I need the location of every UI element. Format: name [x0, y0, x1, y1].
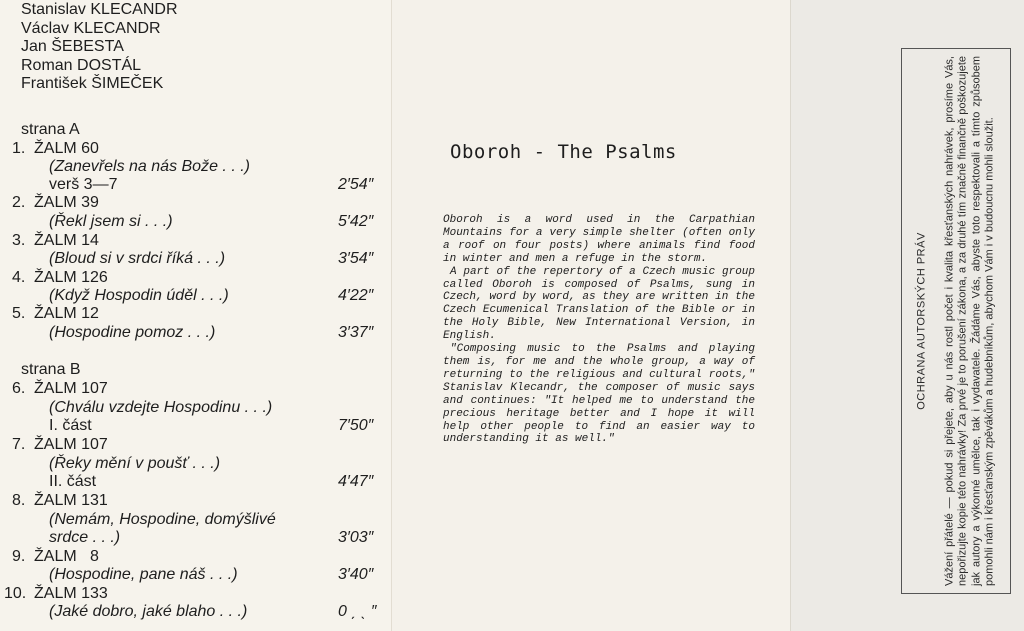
- track-extra-row: [0, 472, 374, 491]
- track-row: [0, 379, 370, 398]
- description-paragraph: "Composing music to the Psalms and playing them is, for me and the whole group, a way of returning to the religious and cultural roots," Stanislav Klecandr, the composer of music says and continues: "It helped me to understand the precious heritage better and I hope it will help other people to find an easier way to understanding it as well.": [443, 343, 755, 446]
- copyright-body: Vážení přátelé — pokud si přejete, aby u nás rostl počet i kvalita křesťanských nahrávek, prosíme Vás, nepořizujte kopie této nahrávky! Za prvé je to porušení zákona, a za druhé tím značně finančně poškozujete jak autory a výkonné umělce, tak i vydavatele. Žádáme Vás, abyste toto respektovali a tímto způsobem pomohli nám i křesťanským zpěvákům a hudebníkům, abychom Vám i v budoucnu mohli sloužit.: [943, 56, 996, 586]
- track-number: 7.: [12, 436, 26, 453]
- track-subtitle: (Nemám, Hospodine, domýšlivé: [49, 511, 276, 528]
- credit-name: František ŠIMEČEK: [21, 75, 164, 92]
- copyright-box: [901, 48, 1011, 594]
- track-row: [0, 435, 370, 454]
- track-title: ŽALM 131: [34, 492, 108, 509]
- side-a-label: strana A: [21, 121, 80, 138]
- track-subtitle-row: [0, 286, 374, 305]
- track-time: 5′42″: [338, 213, 374, 230]
- track-subtitle-row: [0, 323, 374, 342]
- track-subtitle-row: [0, 528, 374, 547]
- track-number: 5.: [12, 305, 26, 322]
- credit-name: Jan ŠEBESTA: [21, 38, 124, 55]
- track-number: 4.: [12, 269, 26, 286]
- track-subtitle: (Hospodine pomoz . . .): [49, 324, 216, 341]
- description-panel: [392, 0, 790, 631]
- track-row: [0, 491, 370, 510]
- track-subtitle-row: [0, 157, 370, 176]
- track-number: 1.: [12, 140, 26, 157]
- track-subtitle: (Řeky mění v poušť . . .): [49, 455, 221, 472]
- album-title: Oboroh - The Psalms: [450, 141, 677, 163]
- track-number: 10.: [4, 585, 27, 602]
- credits-list: [21, 1, 178, 94]
- track-row: [0, 139, 370, 158]
- track-title: ŽALM 133: [34, 585, 108, 602]
- track-time: 4′47″: [338, 473, 374, 490]
- track-row: [0, 193, 370, 212]
- track-time: 0 ˏ ˎ ″: [338, 603, 377, 620]
- track-row: [0, 304, 370, 323]
- album-description: [443, 214, 755, 446]
- track-title: ŽALM 8: [34, 548, 99, 565]
- track-time: 3′37″: [338, 324, 374, 341]
- track-subtitle-row: [0, 249, 374, 268]
- track-title: ŽALM 107: [34, 436, 108, 453]
- copyright-rotated-text: [915, 56, 996, 586]
- side-b-label: strana B: [21, 361, 81, 378]
- track-subtitle-row: [0, 398, 370, 417]
- track-subtitle: (Hospodine, pane náš . . .): [49, 566, 238, 583]
- track-title: ŽALM 107: [34, 380, 108, 397]
- track-time: 7′50″: [338, 417, 374, 434]
- credit-name: Stanislav KLECANDR: [21, 1, 178, 18]
- track-extra-row: [0, 175, 374, 194]
- track-subtitle-row: [0, 565, 374, 584]
- track-extra: I. část: [49, 417, 92, 434]
- track-title: ŽALM 60: [34, 140, 99, 157]
- track-subtitle: (Řekl jsem si . . .): [49, 213, 173, 230]
- track-extra-row: [0, 416, 374, 435]
- track-title: ŽALM 14: [34, 232, 99, 249]
- track-subtitle: (Bloud si v srdci říká . . .): [49, 250, 226, 267]
- track-title: ŽALM 12: [34, 305, 99, 322]
- track-row: [0, 547, 370, 566]
- track-time: 3′54″: [338, 250, 374, 267]
- credit-name: Václav KLECANDR: [21, 19, 161, 37]
- track-subtitle-row: [0, 510, 370, 529]
- track-time: 2′54″: [338, 176, 374, 193]
- track-time: 3′40″: [338, 566, 374, 583]
- track-number: 9.: [12, 548, 26, 565]
- description-paragraph: A part of the repertory of a Czech music group called Oboroh is composed of Psalms, sung in Czech, word by word, as they are written in the Czech Ecumenical Translation of the Bible or in the Holy Bible, New International Version, in English.: [443, 265, 755, 343]
- track-row: [0, 268, 370, 287]
- track-number: 2.: [12, 194, 26, 211]
- track-subtitle: (Zanevřels na nás Bože . . .): [49, 158, 250, 175]
- track-title: ŽALM 39: [34, 194, 99, 211]
- track-subtitle-row: [0, 602, 377, 621]
- track-extra: verš 3—7: [49, 176, 118, 193]
- track-title: ŽALM 126: [34, 269, 108, 286]
- track-subtitle: srdce . . .): [49, 529, 121, 546]
- track-row: [0, 584, 370, 603]
- track-row: [0, 231, 370, 250]
- copyright-heading: OCHRANA AUTORSKÝCH PRÁV: [915, 232, 928, 410]
- track-number: 8.: [12, 492, 26, 509]
- track-subtitle-row: [0, 454, 370, 473]
- track-subtitle: (Jaké dobro, jaké blaho . . .): [49, 603, 248, 620]
- track-subtitle: (Chválu vzdejte Hospodinu . . .): [49, 399, 273, 416]
- track-extra: II. část: [49, 473, 97, 490]
- copyright-panel: [790, 0, 1024, 631]
- description-paragraph: Oboroh is a word used in the Carpathian Mountains for a very simple shelter (often only a roof on four posts) where animals find food in winter and men a refuge in the storm.: [443, 214, 755, 265]
- track-number: 6.: [12, 380, 26, 397]
- track-number: 3.: [12, 232, 26, 249]
- tracklist-panel: [0, 0, 392, 631]
- track-time: 4′22″: [338, 287, 374, 304]
- track-subtitle: (Když Hospodin úděl . . .): [49, 287, 229, 304]
- track-time: 3′03″: [338, 529, 374, 546]
- credit-name: Roman DOSTÁL: [21, 56, 142, 74]
- track-subtitle-row: [0, 212, 374, 231]
